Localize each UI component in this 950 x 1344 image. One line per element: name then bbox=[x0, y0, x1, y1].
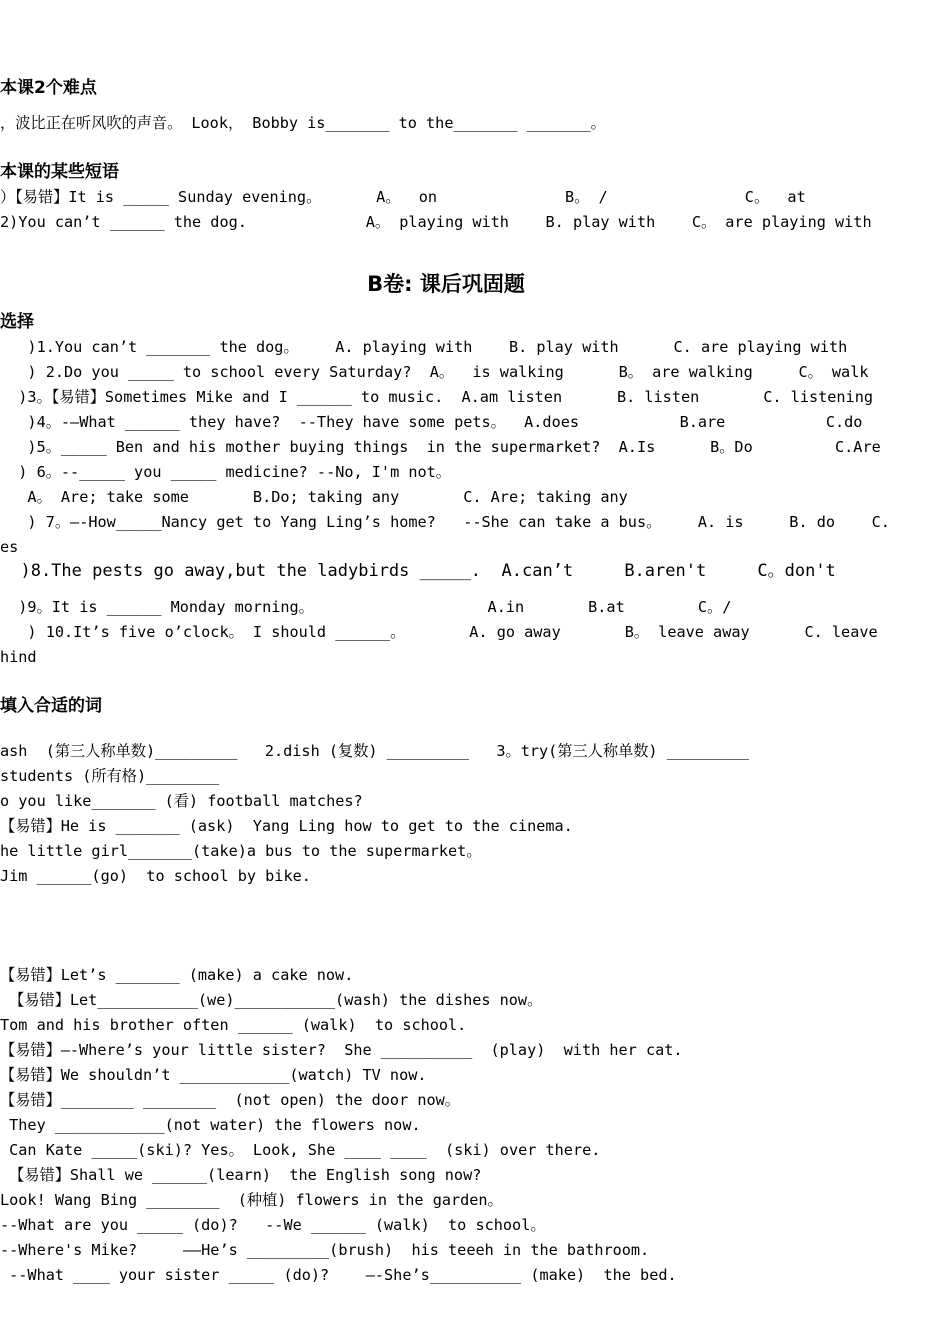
fill-question-line: Can Kate _____(ski)? Yes。 Look, She ____ ____ (ski) over there. bbox=[0, 1141, 601, 1159]
fill-question-line: 【易错】We shouldn’t ____________(watch) TV now. bbox=[0, 1066, 427, 1084]
choice-question-line: )5。_____ Ben and his mother buying things in the supermarket? A.Is B。Do C.Are bbox=[0, 438, 881, 456]
section1-line: ，波比正在听风吹的声音。 Look， Bobby is_______ to the_______ _______。 bbox=[0, 114, 606, 132]
fill-question-line: 【易错】________ ________ (not open) the door now。 bbox=[0, 1091, 460, 1109]
choice-question-line: ) 2.Do you _____ to school every Saturday? A。 is walking B。 are walking C。 walk bbox=[0, 363, 869, 381]
fill-question-line: 【易错】He is _______ (ask) Yang Ling how to get to the cinema. bbox=[0, 817, 573, 835]
section2-heading: 本课的某些短语 bbox=[0, 162, 119, 182]
fill-question-line: --What are you _____ (do)? --We ______ (walk) to school。 bbox=[0, 1216, 546, 1234]
fill-question-line: Jim ______(go) to school by bike. bbox=[0, 867, 311, 885]
fill-section-heading: 填入合适的词 bbox=[0, 696, 102, 716]
fill-question-line: They ____________(not water) the flowers now. bbox=[0, 1116, 421, 1134]
choice-section-heading: 选择 bbox=[0, 312, 34, 332]
choice-question-line: ) 6。--_____ you _____ medicine? --No, I'm not。 bbox=[0, 463, 451, 481]
choice-question-line: hind bbox=[0, 648, 37, 666]
fill-question-line: students (所有格)________ bbox=[0, 767, 220, 785]
fill-question-line: Tom and his brother often ______ (walk) to school. bbox=[0, 1016, 467, 1034]
fill-question-line: he little girl_______(take)a bus to the supermarket。 bbox=[0, 842, 482, 860]
choice-question-line: ) 10.It’s five o’clock。 I should ______。 A. go away B。 leave away C. leave bbox=[0, 623, 878, 641]
choice-question-line: )9。It is ______ Monday morning。 A.in B.at C。/ bbox=[0, 598, 732, 616]
choice-question-line: )3。【易错】Sometimes Mike and I ______ to music. A.am listen B. listen C. listening bbox=[0, 388, 873, 406]
fill-question-line: 【易错】Shall we ______(learn) the English song now? bbox=[0, 1166, 482, 1184]
page-title: B卷: 课后巩固题 bbox=[367, 272, 525, 296]
section1-heading: 本课2个难点 bbox=[0, 78, 97, 98]
choice-question-line: A。 Are; take some B.Do; taking any C. Are; taking any bbox=[0, 488, 628, 506]
phrase-question-1: ）【易错】It is _____ Sunday evening。 A。 on B。 / C。 at bbox=[0, 188, 806, 206]
fill-question-line: Look! Wang Bing ________ (种植) flowers in the garden。 bbox=[0, 1191, 503, 1209]
fill-question-line: ash (第三人称单数)_________ 2.dish (复数) _________ 3。try(第三人称单数) _________ bbox=[0, 742, 750, 760]
choice-question-line: )1.You can’t _______ the dog。 A. playing with B. play with C. are playing with bbox=[0, 338, 848, 356]
choice-question-line: ) 7。—-How_____Nancy get to Yang Ling’s home? --She can take a bus。 A. is B. do C. bbox=[0, 513, 890, 531]
phrase-question-2: 2)You can’t ______ the dog. A。 playing with B. play with C。 are playing with bbox=[0, 213, 872, 231]
fill-question-line: 【易错】—-Where’s your little sister? She __________ (play) with her cat. bbox=[0, 1041, 683, 1059]
fill-question-line: --What ____ your sister _____ (do)? —-She’s__________ (make) the bed. bbox=[0, 1266, 677, 1284]
choice-question-line: es bbox=[0, 538, 19, 556]
fill-question-line: --Where's Mike? ——He’s _________(brush) his teeeh in the bathroom. bbox=[0, 1241, 650, 1259]
fill-question-line: 【易错】Let’s _______ (make) a cake now. bbox=[0, 966, 354, 984]
fill-question-line: 【易错】Let___________(we)___________(wash) the dishes now。 bbox=[0, 991, 543, 1009]
fill-question-line: o you like_______ (看) football matches? bbox=[0, 792, 363, 810]
choice-question-line: )8.The pests go away,but the ladybirds _____. A.can’t B.aren't C。don't bbox=[0, 561, 836, 581]
choice-question-line: )4。-—What ______ they have? --They have some pets。 A.does B.are C.do bbox=[0, 413, 863, 431]
